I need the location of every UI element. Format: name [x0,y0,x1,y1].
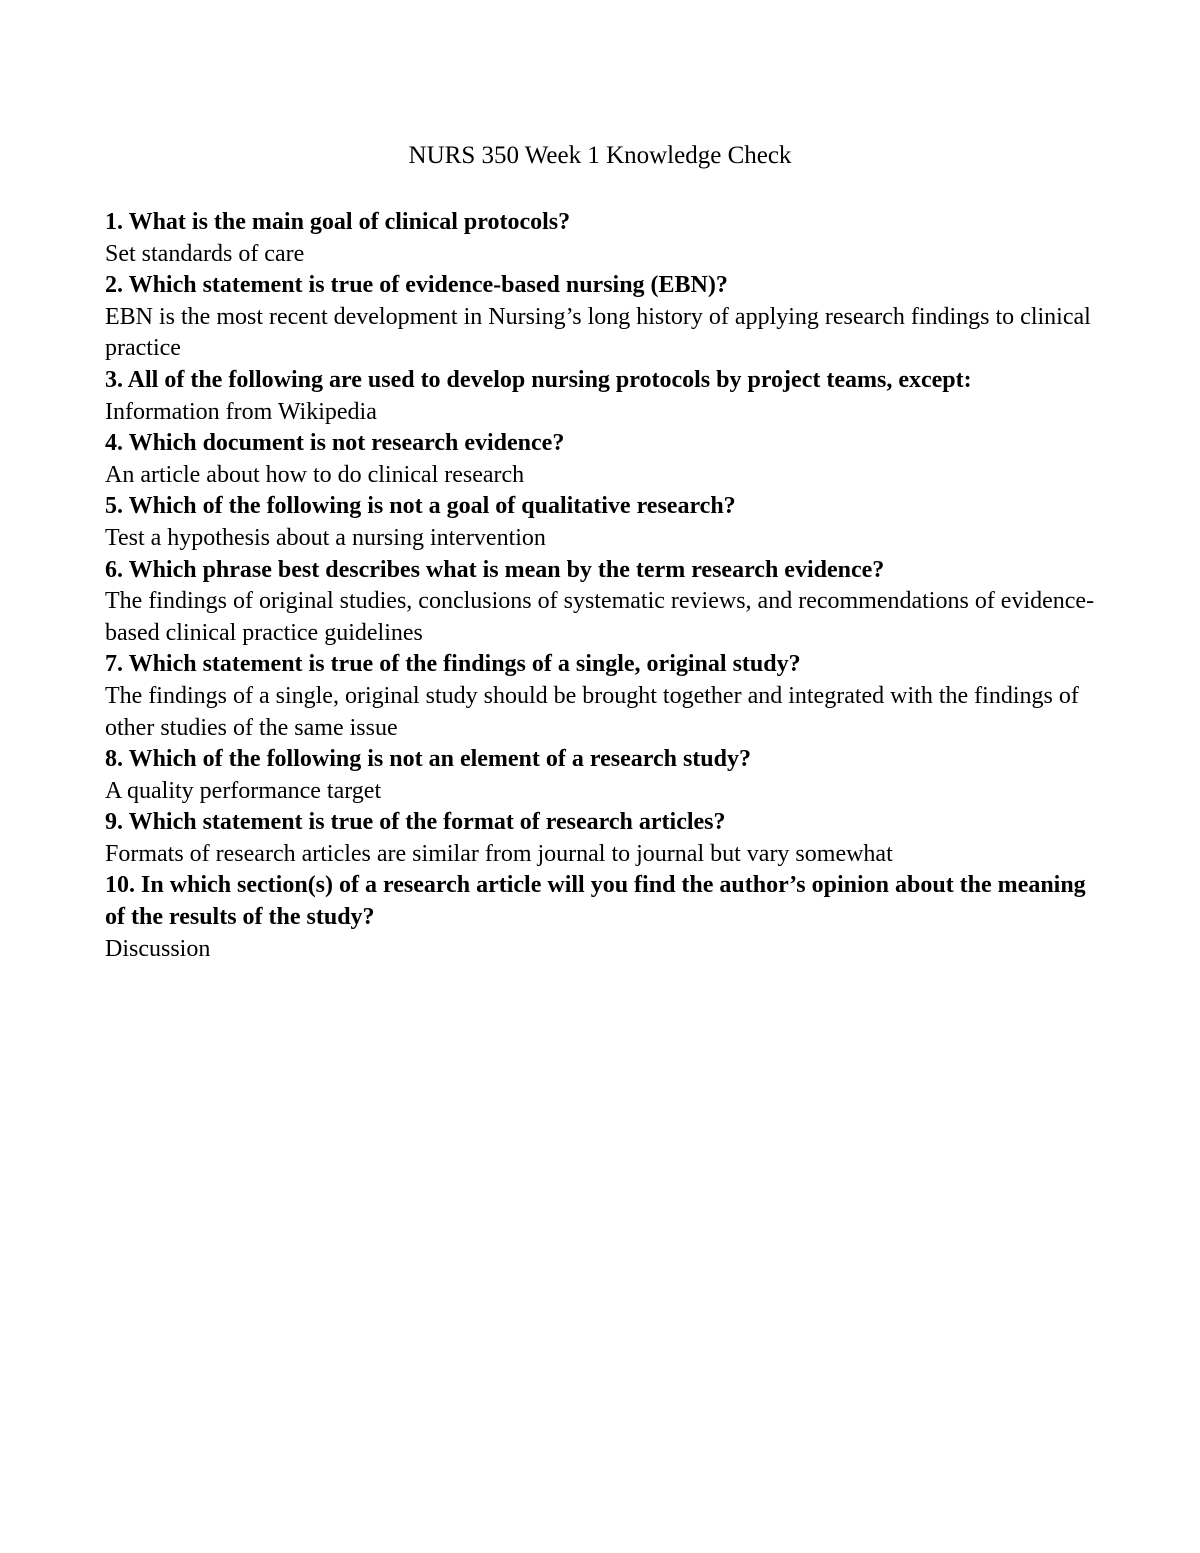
answer-text: The findings of original studies, conclusions of systematic reviews, and recommendations of evidence-based clinical practice guidelines [105,588,1095,646]
question-text: 10. In which section(s) of a research article will you find the author’s opinion about the meaning of the results of the study? [105,872,1086,931]
answer-text: A quality performance target [105,777,382,804]
question-text: 5. Which of the following is not a goal of qualitative research? [105,493,736,520]
question-answer-list [105,207,1105,965]
qa-item-10 [105,870,1105,965]
question-text: 7. Which statement is true of the findings of a single, original study? [105,651,801,678]
answer-text: EBN is the most recent development in Nursing’s long history of applying research findings to clinical practice [105,303,1091,362]
question-text: 9. Which statement is true of the format of research articles? [105,809,726,836]
question-text: 2. Which statement is true of evidence-based nursing (EBN)? [105,272,728,299]
answer-text: Information from Wikipedia [105,398,377,425]
qa-item-3 [105,365,1105,428]
qa-item-7 [105,649,1105,744]
question-text: 8. Which of the following is not an element of a research study? [105,746,751,773]
qa-item-8 [105,744,1105,807]
question-text: 6. Which phrase best describes what is mean by the term research evidence? [105,556,885,583]
document-title: NURS 350 Week 1 Knowledge Check [408,142,792,169]
answer-text: Test a hypothesis about a nursing intervention [105,524,546,551]
question-text: 1. What is the main goal of clinical protocols? [105,209,571,235]
answer-text: The findings of a single, original study should be brought together and integrated with the findings of other studies of the same issue [105,682,1079,741]
question-text: 3. All of the following are used to develop nursing protocols by project teams, except: [105,366,972,393]
answer-text: Set standards of care [105,240,305,267]
answer-text: Discussion [105,935,211,962]
question-text: 4. Which document is not research evidence? [105,430,565,457]
qa-item-4 [105,428,1105,491]
qa-item-5 [105,491,1105,554]
qa-item-1 [105,207,1105,270]
qa-item-6 [105,555,1105,650]
answer-text: Formats of research articles are similar from journal to journal but vary somewhat [105,840,893,867]
answer-text: An article about how to do clinical research [105,461,525,488]
qa-item-2 [105,270,1105,365]
qa-item-9 [105,807,1105,870]
